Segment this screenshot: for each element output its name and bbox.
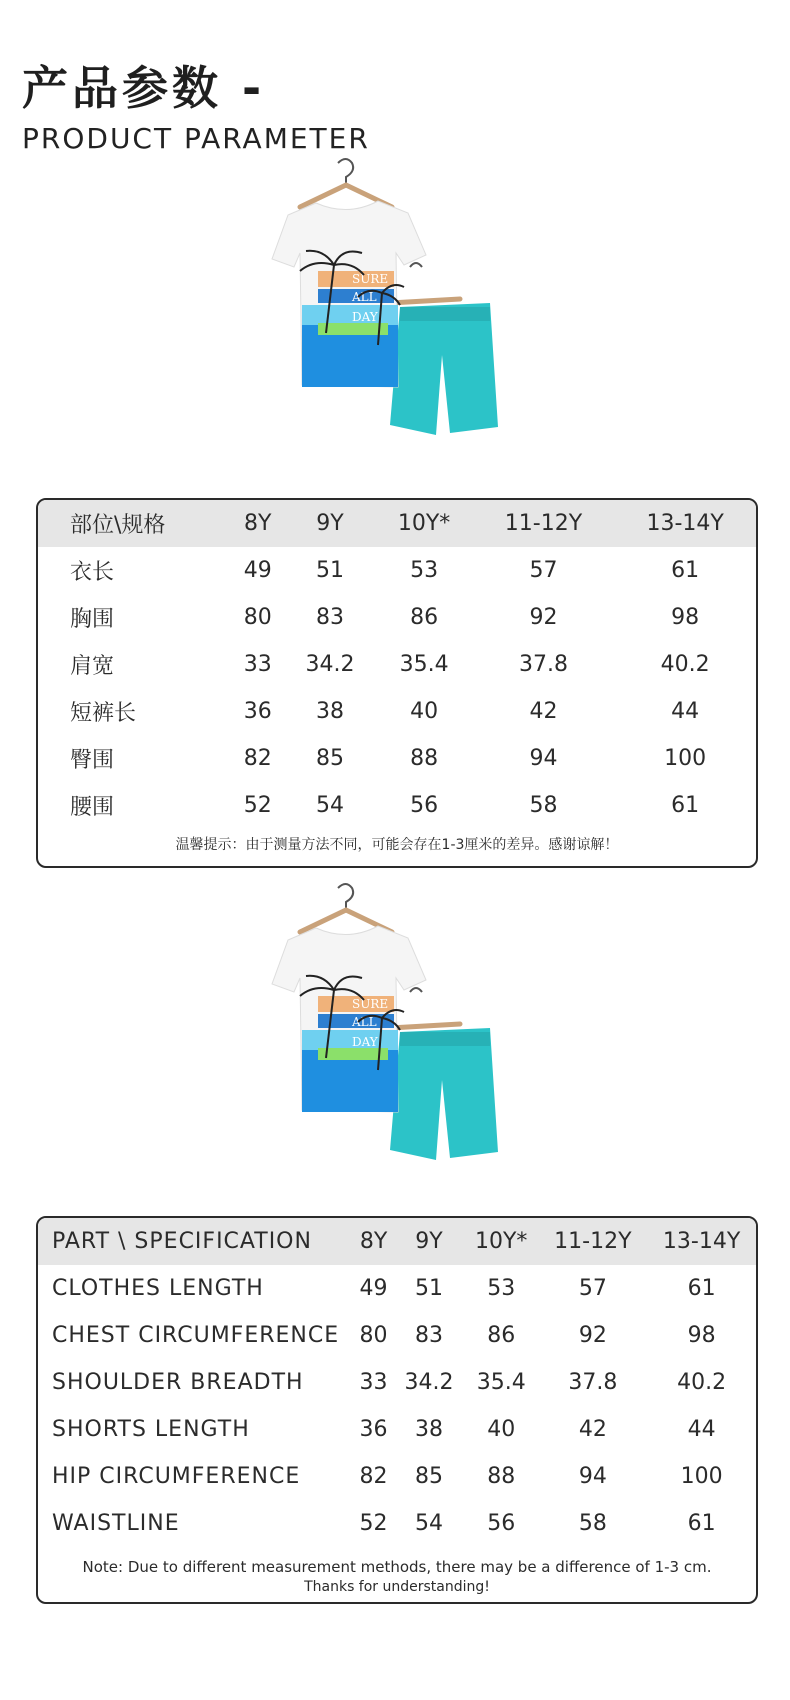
table-header-cell: 13-14Y — [646, 511, 724, 536]
table-header-cell: 13-14Y — [662, 1229, 741, 1254]
print-text: SURE — [352, 272, 389, 286]
table-cell: 61 — [671, 558, 700, 583]
table-cell: 34.2 — [305, 652, 355, 677]
table-cell: 86 — [410, 605, 439, 630]
table-row — [38, 594, 756, 641]
table-cell: 49 — [243, 558, 272, 583]
table-cell: 38 — [316, 699, 345, 724]
table-cell: 57 — [529, 558, 558, 583]
table-cell: SHORTS LENGTH — [52, 1417, 250, 1442]
table-cell: 98 — [671, 605, 700, 630]
table-header-cell: PART \ SPECIFICATION — [52, 1229, 312, 1254]
print-text: SURE — [352, 997, 389, 1011]
table-cell: 80 — [359, 1323, 388, 1348]
table-cell: 58 — [578, 1511, 607, 1536]
table-cell: 40 — [410, 699, 439, 724]
table-cell: SHOULDER BREADTH — [52, 1370, 304, 1395]
table-header-cell: 10Y* — [397, 511, 451, 536]
table-cell: 衣长 — [70, 560, 115, 585]
table-row — [38, 735, 756, 782]
table-row — [38, 547, 756, 594]
table-cell: CHEST CIRCUMFERENCE — [52, 1323, 340, 1348]
table-cell: 36 — [243, 699, 272, 724]
table-cell: 100 — [680, 1464, 723, 1489]
table-cell: 34.2 — [404, 1370, 454, 1395]
table-row — [38, 1265, 756, 1312]
table-cell: 33 — [359, 1370, 388, 1395]
table-cell: 40 — [487, 1417, 516, 1442]
table-note-cn: 温馨提示：由于测量方法不同，可能会存在1-3厘米的差异。感谢谅解！ — [175, 837, 619, 853]
table-cell: 53 — [487, 1276, 516, 1301]
table-cell: 83 — [415, 1323, 444, 1348]
table-cell: 37.8 — [518, 652, 568, 677]
table-cell: 臀围 — [70, 748, 115, 773]
table-header-cell: 8Y — [244, 511, 272, 536]
product-image-1 — [230, 155, 530, 465]
table-cell: CLOTHES LENGTH — [52, 1276, 264, 1301]
shorts-shape — [390, 303, 498, 435]
table-cell: 52 — [243, 793, 272, 818]
table-cell: 80 — [243, 605, 272, 630]
table-cell: 51 — [316, 558, 345, 583]
table-header-cell: 8Y — [359, 1229, 388, 1254]
table-header-cell: 部位\规格 — [70, 513, 166, 538]
table-cell: 86 — [487, 1323, 516, 1348]
table-cell: 57 — [578, 1276, 607, 1301]
page-title-cn: 产品参数 - — [22, 61, 266, 115]
table-cell: 61 — [671, 793, 700, 818]
table-header-cell: 11-12Y — [504, 511, 583, 536]
table-cell: 38 — [415, 1417, 444, 1442]
table-cell: 53 — [410, 558, 439, 583]
table-cell: 83 — [316, 605, 345, 630]
table-cell: 56 — [487, 1511, 516, 1536]
table-cell: 82 — [359, 1464, 388, 1489]
table-cell: 42 — [529, 699, 558, 724]
table-header-cell: 9Y — [316, 511, 344, 536]
size-table-cn — [36, 498, 758, 868]
table-cell: 35.4 — [476, 1370, 526, 1395]
table-cell: 100 — [664, 746, 707, 771]
table-cell: 33 — [243, 652, 272, 677]
product-image-2 — [230, 880, 530, 1190]
hanger-icon-2 — [390, 988, 460, 1028]
table-cell: 42 — [578, 1417, 607, 1442]
table-cell: 88 — [410, 746, 439, 771]
table-cell: 58 — [529, 793, 558, 818]
table-cell: 94 — [578, 1464, 607, 1489]
table-cell: 92 — [529, 605, 558, 630]
print-text: ALL — [352, 1015, 377, 1029]
table-cell: 35.4 — [399, 652, 449, 677]
size-table-en — [36, 1216, 758, 1604]
table-cell: 54 — [316, 793, 345, 818]
table-cell: 92 — [578, 1323, 607, 1348]
print-text: DAY — [352, 1035, 378, 1049]
table-cell: 36 — [359, 1417, 388, 1442]
table-cell: HIP CIRCUMFERENCE — [52, 1464, 301, 1489]
table-cell: 85 — [316, 746, 345, 771]
table-row — [38, 1453, 756, 1500]
table-cell: 56 — [410, 793, 439, 818]
table-cell: 肩宽 — [70, 654, 115, 679]
table-cell: WAISTLINE — [52, 1511, 180, 1536]
hanger-icon — [300, 159, 392, 207]
table-header-row — [38, 1218, 756, 1265]
page-title-en: PRODUCT PARAMETER — [22, 122, 370, 155]
table-cell: 88 — [487, 1464, 516, 1489]
table-cell: 胸围 — [70, 607, 115, 632]
table-cell: 94 — [529, 746, 558, 771]
table-cell: 54 — [415, 1511, 444, 1536]
table-header-cell: 11-12Y — [554, 1229, 632, 1254]
table-cell: 82 — [243, 746, 272, 771]
print-text: DAY — [352, 310, 378, 324]
table-row — [38, 1406, 756, 1453]
table-cell: 腰围 — [70, 795, 115, 820]
table-row — [38, 782, 756, 829]
table-cell: 61 — [687, 1511, 716, 1536]
table-cell: 49 — [359, 1276, 388, 1301]
table-cell: 51 — [415, 1276, 444, 1301]
table-row — [38, 1359, 756, 1406]
table-header-cell: 9Y — [415, 1229, 443, 1254]
hanger-icon — [300, 884, 392, 932]
table-cell: 44 — [687, 1417, 716, 1442]
table-row — [38, 1500, 756, 1547]
table-header-row — [38, 500, 756, 547]
print-text: ALL — [352, 290, 377, 304]
hanger-icon-2 — [390, 263, 460, 303]
table-header-cell: 10Y* — [475, 1229, 528, 1254]
table-note-en-line1: Note: Due to different measurement methods, there may be a difference of 1-3 cm. — [82, 1558, 712, 1576]
table-cell: 短裤长 — [70, 701, 137, 726]
table-cell: 98 — [687, 1323, 716, 1348]
table-cell: 85 — [415, 1464, 444, 1489]
table-cell: 40.2 — [660, 652, 710, 677]
table-row — [38, 1312, 756, 1359]
table-cell: 44 — [671, 699, 700, 724]
table-cell: 52 — [359, 1511, 388, 1536]
table-note-en-line2: Thanks for understanding! — [304, 1579, 490, 1595]
shorts-shape — [390, 1028, 498, 1160]
table-row — [38, 641, 756, 688]
table-cell: 61 — [687, 1276, 716, 1301]
table-row — [38, 688, 756, 735]
table-cell: 37.8 — [568, 1370, 618, 1395]
table-cell: 40.2 — [677, 1370, 727, 1395]
